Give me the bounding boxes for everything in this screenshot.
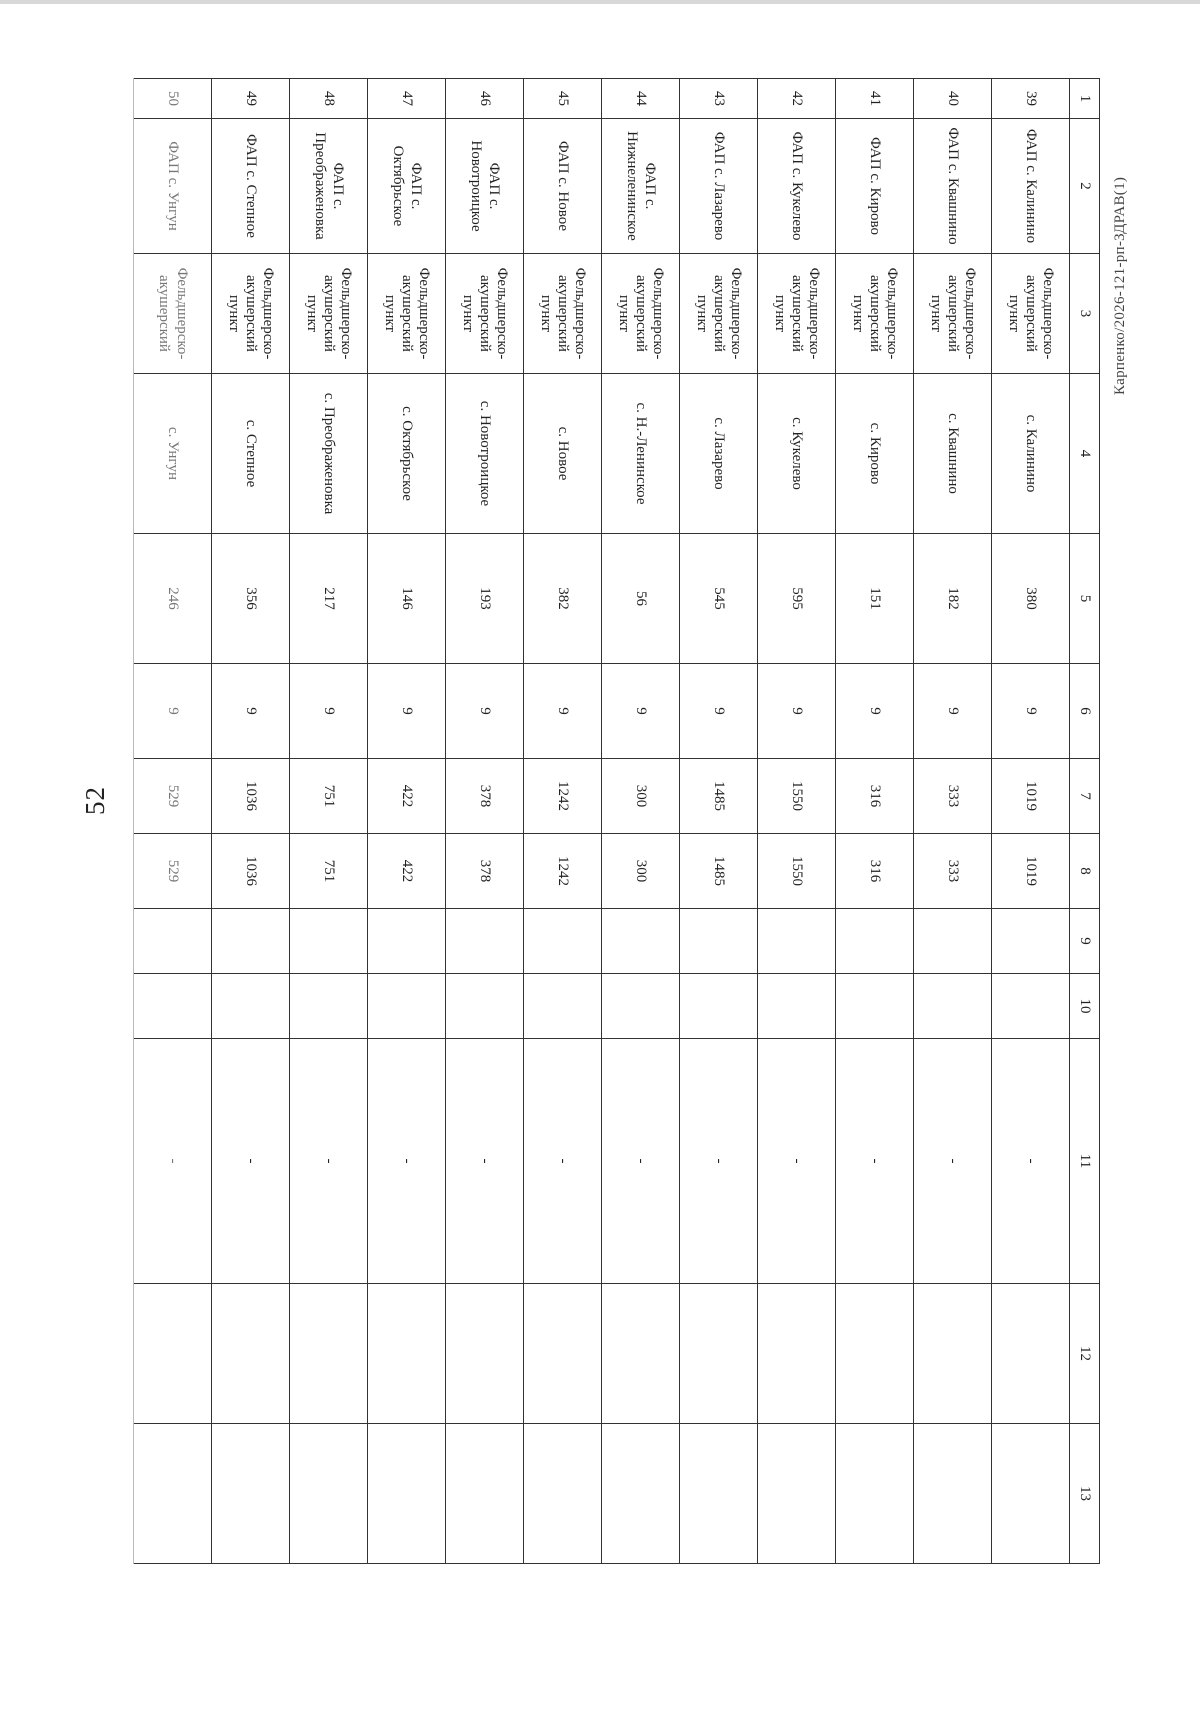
table-cell: с. Октябрьское bbox=[368, 374, 446, 534]
page-number: 52 bbox=[80, 786, 110, 815]
table-cell bbox=[836, 974, 914, 1039]
column-header: 11 bbox=[1070, 1039, 1100, 1284]
table-cell: 9 bbox=[914, 664, 992, 759]
column-header: 12 bbox=[1070, 1284, 1100, 1424]
table-cell: - bbox=[368, 1039, 446, 1284]
column-header: 6 bbox=[1070, 664, 1100, 759]
table-cell: ФАП с. Квашнино bbox=[914, 119, 992, 254]
table-cell: 43 bbox=[680, 79, 758, 119]
table-cell bbox=[368, 974, 446, 1039]
scan-edge bbox=[0, 0, 1200, 4]
table-cell: 1242 bbox=[524, 759, 602, 834]
table-cell bbox=[134, 1424, 212, 1564]
table-cell: 39 bbox=[992, 79, 1070, 119]
table-cell: 300 bbox=[602, 834, 680, 909]
table-row bbox=[836, 79, 914, 1564]
column-header: 5 bbox=[1070, 534, 1100, 664]
table-cell: 40 bbox=[914, 79, 992, 119]
table-cell: 9 bbox=[290, 664, 368, 759]
table-cell: ФАП с. Лазарево bbox=[680, 119, 758, 254]
table-cell: Фельдшерско-акушерский bbox=[134, 254, 212, 374]
table-cell bbox=[992, 974, 1070, 1039]
table-cell: - bbox=[992, 1039, 1070, 1284]
table-cell bbox=[758, 974, 836, 1039]
table-row bbox=[992, 79, 1070, 1564]
table-cell bbox=[602, 1284, 680, 1424]
table-row bbox=[914, 79, 992, 1564]
table-cell bbox=[602, 909, 680, 974]
table-cell bbox=[290, 909, 368, 974]
table-cell: 1550 bbox=[758, 759, 836, 834]
table-cell: 422 bbox=[368, 834, 446, 909]
table-cell: - bbox=[524, 1039, 602, 1284]
table-cell: 44 bbox=[602, 79, 680, 119]
table-cell: ФАП с. Преображеновка bbox=[290, 119, 368, 254]
table-cell: 1036 bbox=[212, 834, 290, 909]
table-cell: 9 bbox=[134, 664, 212, 759]
table-cell: 751 bbox=[290, 759, 368, 834]
table-cell: с. Н.-Ленинское bbox=[602, 374, 680, 534]
table-cell bbox=[992, 909, 1070, 974]
table-row bbox=[290, 79, 368, 1564]
table-cell: с. Новое bbox=[524, 374, 602, 534]
column-header: 1 bbox=[1070, 79, 1100, 119]
table-cell: ФАП с. Кукелево bbox=[758, 119, 836, 254]
table-cell: 333 bbox=[914, 759, 992, 834]
table-cell: 41 bbox=[836, 79, 914, 119]
header-row bbox=[1070, 79, 1100, 1564]
table-cell bbox=[992, 1284, 1070, 1424]
table-cell: Фельдшерско-акушерский пункт bbox=[914, 254, 992, 374]
table-body bbox=[134, 79, 1070, 1564]
table-cell: 333 bbox=[914, 834, 992, 909]
table-cell: 316 bbox=[836, 759, 914, 834]
table-cell: Фельдшерско-акушерский пункт bbox=[602, 254, 680, 374]
table-cell: с. Кирово bbox=[836, 374, 914, 534]
table-cell: 9 bbox=[992, 664, 1070, 759]
table-cell: Фельдшерско-акушерский пункт bbox=[992, 254, 1070, 374]
table-cell bbox=[602, 974, 680, 1039]
table-cell: 47 bbox=[368, 79, 446, 119]
table-cell: 316 bbox=[836, 834, 914, 909]
table-cell: 193 bbox=[446, 534, 524, 664]
table-cell bbox=[446, 974, 524, 1039]
table-cell bbox=[680, 1284, 758, 1424]
table-cell: - bbox=[446, 1039, 524, 1284]
table-cell bbox=[524, 1284, 602, 1424]
table-cell: - bbox=[758, 1039, 836, 1284]
table-cell bbox=[212, 974, 290, 1039]
table-cell: - bbox=[680, 1039, 758, 1284]
table-cell bbox=[914, 909, 992, 974]
table-cell bbox=[680, 1424, 758, 1564]
table-cell: 151 bbox=[836, 534, 914, 664]
table-cell: Фельдшерско-акушерский пункт bbox=[212, 254, 290, 374]
table-cell bbox=[758, 1424, 836, 1564]
column-header: 3 bbox=[1070, 254, 1100, 374]
table-cell: 529 bbox=[134, 834, 212, 909]
column-header: 7 bbox=[1070, 759, 1100, 834]
table-row bbox=[446, 79, 524, 1564]
table-cell: ФАП с. Кирово bbox=[836, 119, 914, 254]
table-cell: 356 bbox=[212, 534, 290, 664]
column-header: 4 bbox=[1070, 374, 1100, 534]
table-cell: 45 bbox=[524, 79, 602, 119]
table-cell bbox=[290, 1424, 368, 1564]
table-cell: ФАП с. Новотроицкое bbox=[446, 119, 524, 254]
table-cell: 422 bbox=[368, 759, 446, 834]
table-row bbox=[758, 79, 836, 1564]
table-cell bbox=[836, 1424, 914, 1564]
table-cell bbox=[368, 1284, 446, 1424]
table-cell: с. Преображеновка bbox=[290, 374, 368, 534]
table-cell: 42 bbox=[758, 79, 836, 119]
table-cell bbox=[368, 909, 446, 974]
table-cell bbox=[134, 1284, 212, 1424]
table-cell: ФАП с. Унгун bbox=[134, 119, 212, 254]
table-cell: ФАП с. Нижнеленинское bbox=[602, 119, 680, 254]
table-cell: ФАП с. Октябрьское bbox=[368, 119, 446, 254]
table-cell: с. Калинино bbox=[992, 374, 1070, 534]
table-cell bbox=[212, 1284, 290, 1424]
table-cell: 1550 bbox=[758, 834, 836, 909]
column-header: 9 bbox=[1070, 909, 1100, 974]
table-cell bbox=[134, 909, 212, 974]
table-cell: 382 bbox=[524, 534, 602, 664]
table-cell bbox=[212, 909, 290, 974]
table-cell: - bbox=[134, 1039, 212, 1284]
table-cell: 1485 bbox=[680, 759, 758, 834]
table-cell: 529 bbox=[134, 759, 212, 834]
table-cell bbox=[602, 1424, 680, 1564]
table-cell: 48 bbox=[290, 79, 368, 119]
table-cell bbox=[758, 1284, 836, 1424]
table-cell: 545 bbox=[680, 534, 758, 664]
table-cell bbox=[446, 1424, 524, 1564]
table-cell bbox=[446, 909, 524, 974]
table-cell: ФАП с. Степное bbox=[212, 119, 290, 254]
column-header: 2 bbox=[1070, 119, 1100, 254]
table-cell bbox=[290, 974, 368, 1039]
table-cell: 1019 bbox=[992, 834, 1070, 909]
table-cell: 378 bbox=[446, 834, 524, 909]
table-cell: с. Новотроицкое bbox=[446, 374, 524, 534]
table-cell bbox=[914, 1284, 992, 1424]
table-container bbox=[133, 78, 1100, 1564]
table-cell bbox=[446, 1284, 524, 1424]
table-cell bbox=[368, 1424, 446, 1564]
table-cell: 1485 bbox=[680, 834, 758, 909]
table-cell bbox=[524, 909, 602, 974]
table-cell: 217 bbox=[290, 534, 368, 664]
table-cell: Фельдшерско-акушерский пункт bbox=[368, 254, 446, 374]
table-cell: с. Кукелево bbox=[758, 374, 836, 534]
table-cell: 182 bbox=[914, 534, 992, 664]
table-cell bbox=[914, 1424, 992, 1564]
table-cell: 1019 bbox=[992, 759, 1070, 834]
table-cell bbox=[680, 909, 758, 974]
column-header: 8 bbox=[1070, 834, 1100, 909]
table-cell: - bbox=[212, 1039, 290, 1284]
table-cell: 9 bbox=[836, 664, 914, 759]
table-row bbox=[134, 79, 212, 1564]
table-row bbox=[680, 79, 758, 1564]
table-row bbox=[212, 79, 290, 1564]
table-cell: Фельдшерско-акушерский пункт bbox=[680, 254, 758, 374]
table-cell: 9 bbox=[212, 664, 290, 759]
table-cell: - bbox=[602, 1039, 680, 1284]
table-cell: 9 bbox=[680, 664, 758, 759]
table-cell: 1242 bbox=[524, 834, 602, 909]
table-cell: 595 bbox=[758, 534, 836, 664]
table-cell: Фельдшерско-акушерский пункт bbox=[446, 254, 524, 374]
table-cell bbox=[290, 1284, 368, 1424]
data-table bbox=[133, 78, 1100, 1564]
table-cell: 300 bbox=[602, 759, 680, 834]
table-cell: 751 bbox=[290, 834, 368, 909]
table-cell: 56 bbox=[602, 534, 680, 664]
table-cell: с. Квашнино bbox=[914, 374, 992, 534]
table-cell: - bbox=[290, 1039, 368, 1284]
table-cell: - bbox=[836, 1039, 914, 1284]
table-cell bbox=[212, 1424, 290, 1564]
table-cell: 46 bbox=[446, 79, 524, 119]
table-cell: с. Унгун bbox=[134, 374, 212, 534]
table-cell: с. Степное bbox=[212, 374, 290, 534]
table-cell: 9 bbox=[758, 664, 836, 759]
table-row bbox=[602, 79, 680, 1564]
table-cell bbox=[134, 974, 212, 1039]
table-cell bbox=[524, 974, 602, 1039]
table-cell: 9 bbox=[446, 664, 524, 759]
table-row bbox=[524, 79, 602, 1564]
table-cell bbox=[836, 1284, 914, 1424]
table-cell: Фельдшерско-акушерский пункт bbox=[524, 254, 602, 374]
table-cell: ФАП с. Новое bbox=[524, 119, 602, 254]
column-header: 13 bbox=[1070, 1424, 1100, 1564]
table-cell: 9 bbox=[524, 664, 602, 759]
table-cell: Фельдшерско-акушерский пункт bbox=[836, 254, 914, 374]
document-code: Карпенко/2026-121-рп-ЗДРАВ(1) bbox=[1112, 176, 1128, 395]
table-cell: 9 bbox=[368, 664, 446, 759]
table-cell: 9 bbox=[602, 664, 680, 759]
table-cell: ФАП с. Калинино bbox=[992, 119, 1070, 254]
table-cell: - bbox=[914, 1039, 992, 1284]
table-cell bbox=[524, 1424, 602, 1564]
table-cell: с. Лазарево bbox=[680, 374, 758, 534]
table-cell bbox=[836, 909, 914, 974]
table-cell: 246 bbox=[134, 534, 212, 664]
table-cell: Фельдшерско-акушерский пункт bbox=[758, 254, 836, 374]
table-cell: Фельдшерско-акушерский пункт bbox=[290, 254, 368, 374]
table-cell bbox=[914, 974, 992, 1039]
table-cell: 50 bbox=[134, 79, 212, 119]
table-cell: 378 bbox=[446, 759, 524, 834]
table-cell: 1036 bbox=[212, 759, 290, 834]
table-cell: 49 bbox=[212, 79, 290, 119]
column-header: 10 bbox=[1070, 974, 1100, 1039]
table-cell bbox=[992, 1424, 1070, 1564]
table-cell bbox=[758, 909, 836, 974]
table-cell: 380 bbox=[992, 534, 1070, 664]
table-cell bbox=[680, 974, 758, 1039]
table-row bbox=[368, 79, 446, 1564]
table-cell: 146 bbox=[368, 534, 446, 664]
